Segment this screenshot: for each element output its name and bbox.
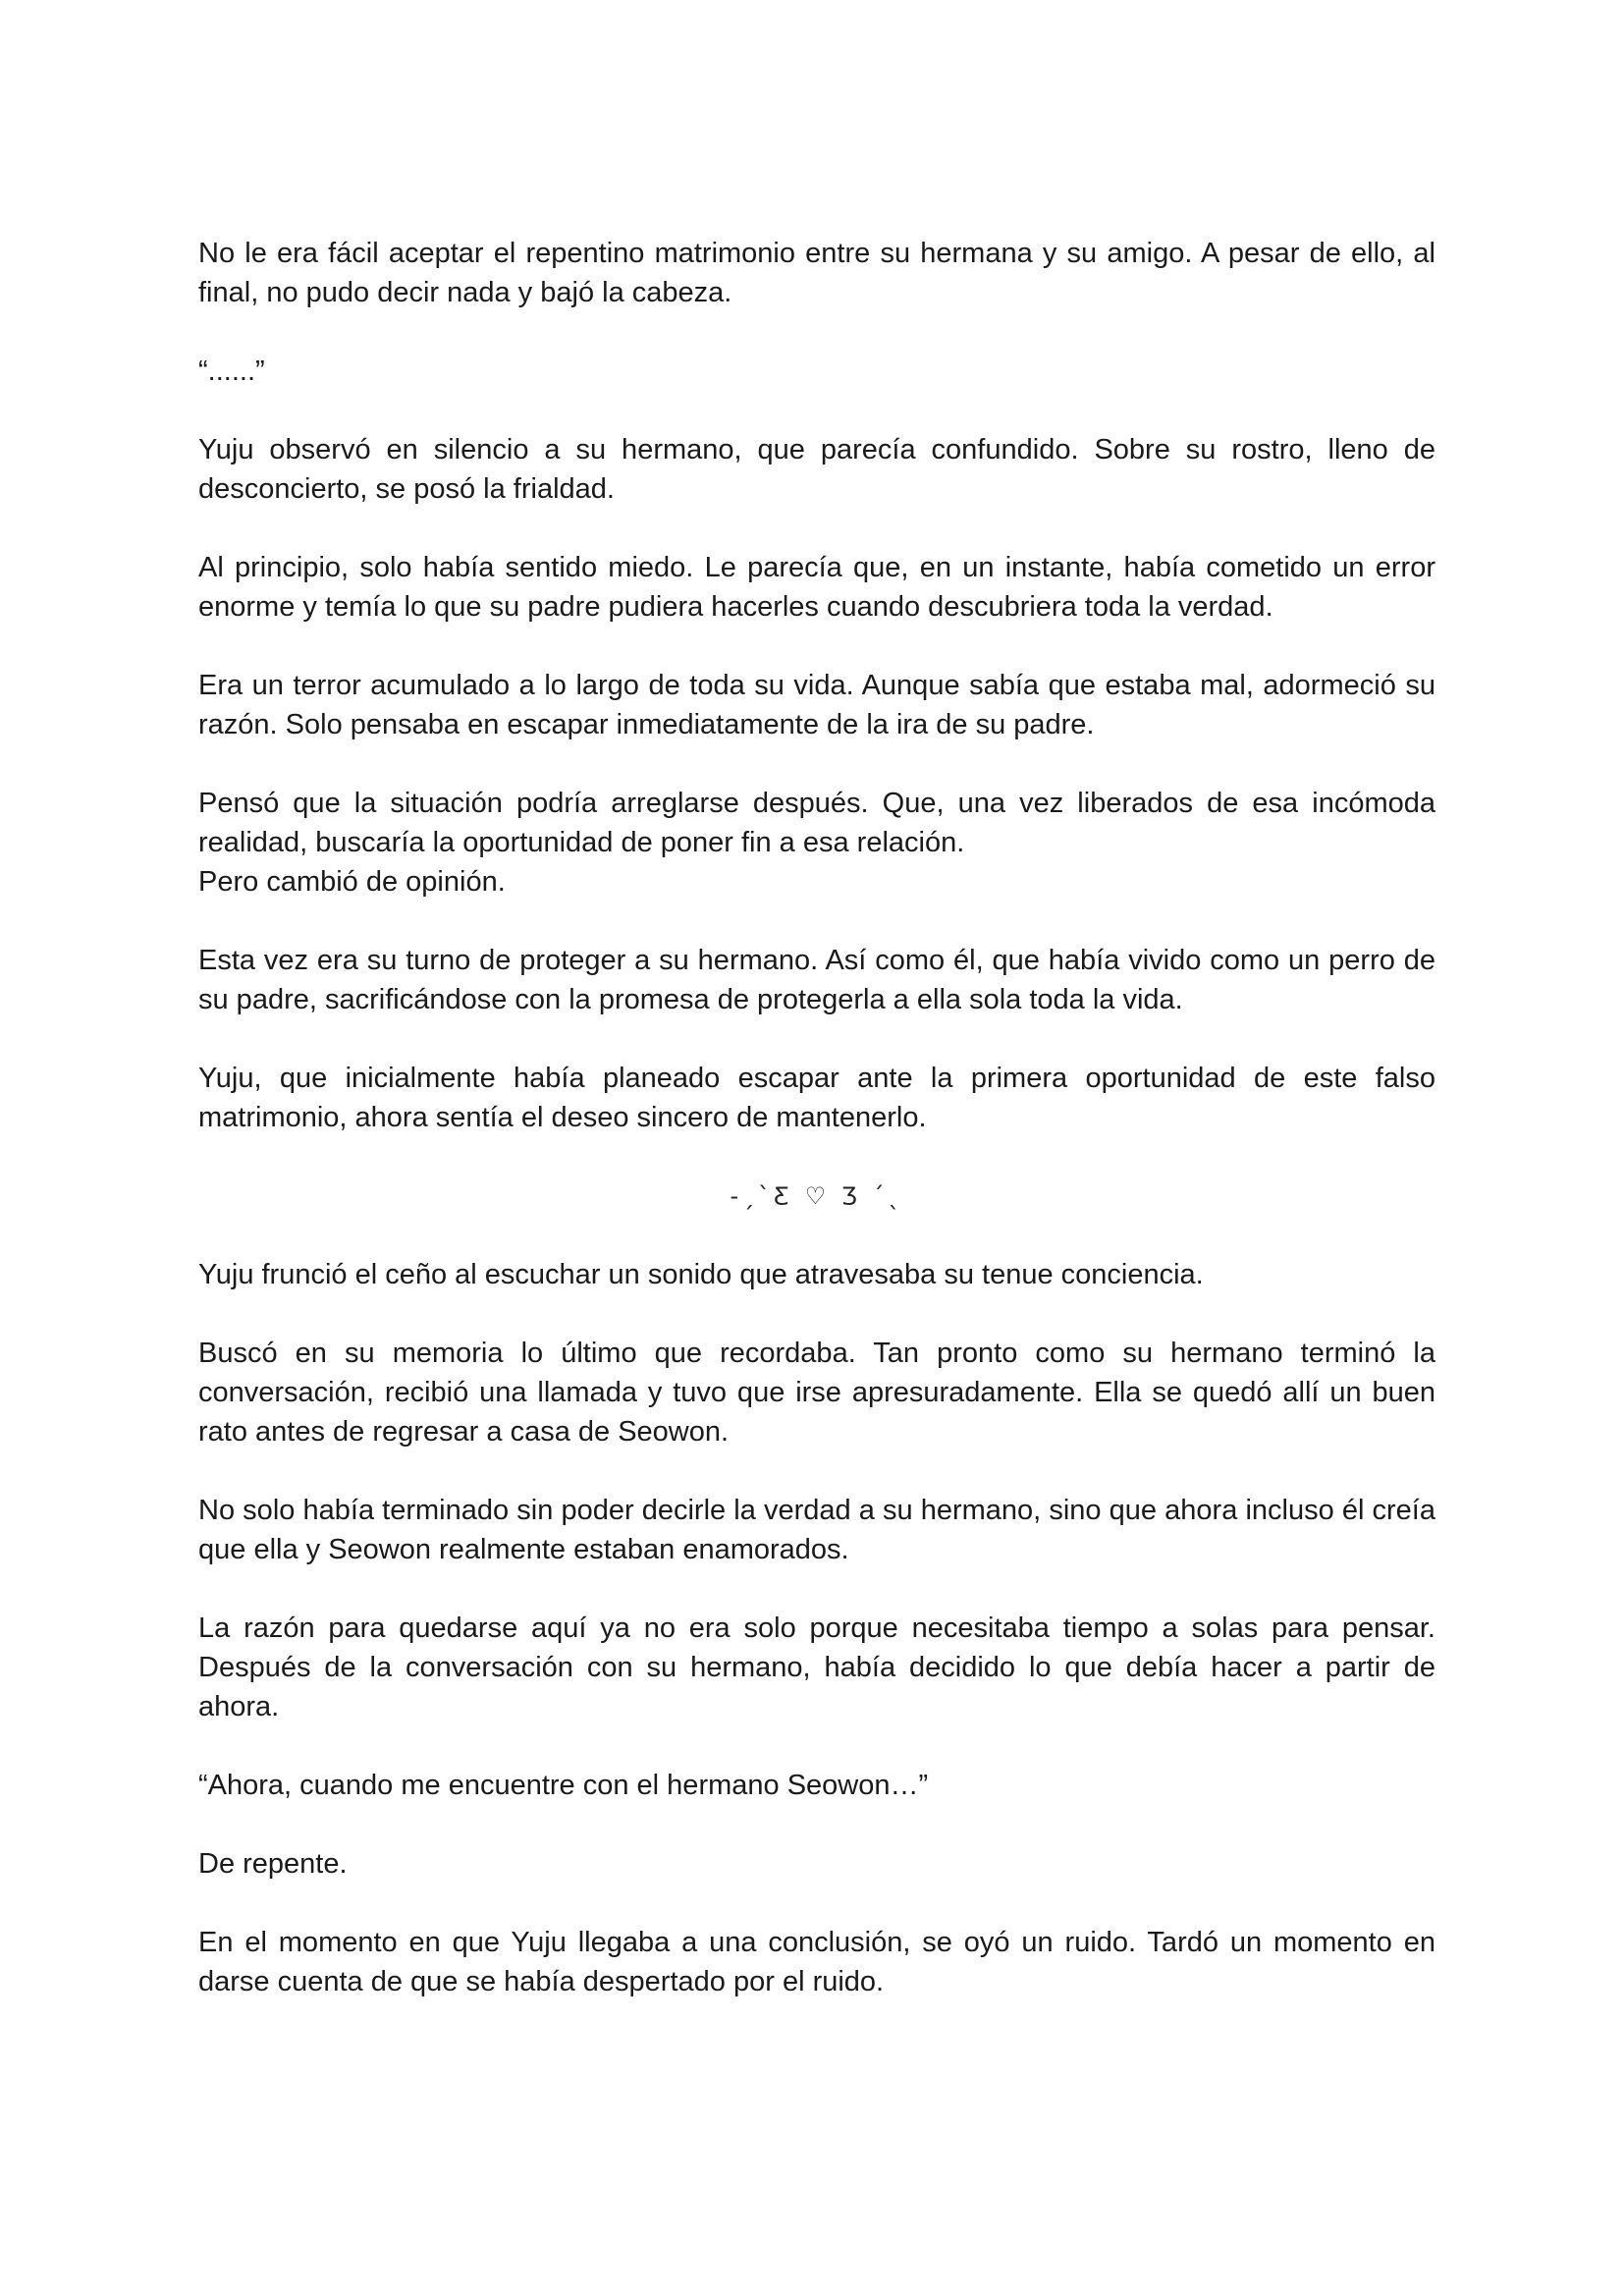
paragraph: Yuju observó en silencio a su hermano, que parecía confundido. Sobre su rostro, lleno de desconcierto, se posó la frialdad. <box>198 434 1435 505</box>
paragraph: Al principio, solo había sentido miedo. Le parecía que, en un instante, había cometido un error enorme y temía lo que su padre pudiera hacerles cuando descubriera toda la verdad. <box>198 552 1435 623</box>
section-divider-ornament: -ˏˋƸ ♡ Ʒ ˊˎ <box>730 1182 904 1210</box>
paragraph: Pensó que la situación podría arreglarse después. Que, una vez liberados de esa incómoda realidad, buscaría la oportunidad de poner fin a esa relación. <box>198 788 1435 858</box>
dialogue-line: “Ahora, cuando me encuentre con el hermano Seowon…” <box>198 1770 929 1801</box>
paragraph: Yuju frunció el ceño al escuchar un sonido que atravesaba su tenue conciencia. <box>198 1259 1204 1290</box>
ellipsis-dialogue: “......” <box>198 355 265 387</box>
paragraph: No solo había terminado sin poder decirle la verdad a su hermano, sino que ahora incluso él creía que ella y Seowon realmente estaban enamorados. <box>198 1495 1435 1565</box>
paragraph: Era un terror acumulado a lo largo de toda su vida. Aunque sabía que estaba mal, adormeció su razón. Solo pensaba en escapar inmediatamente de la ira de su padre. <box>198 670 1435 740</box>
paragraph: En el momento en que Yuju llegaba a una conclusión, se oyó un ruido. Tardó un momento en darse cuenta de que se había despertado por el ruido. <box>198 1927 1435 1997</box>
paragraph: Pero cambió de opinión. <box>198 866 506 898</box>
paragraph: La razón para quedarse aquí ya no era solo porque necesitaba tiempo a solas para pensar. Después de la conversación con su hermano, había decidido lo que debía hacer a partir de ahora. <box>198 1613 1435 1722</box>
paragraph: No le era fácil aceptar el repentino matrimonio entre su hermana y su amigo. A pesar de ello, al final, no pudo decir nada y bajó la cabeza. <box>198 238 1435 308</box>
paragraph: De repente. <box>198 1848 348 1880</box>
paragraph: Buscó en su memoria lo último que recordaba. Tan pronto como su hermano terminó la conversación, recibió una llamada y tuvo que irse apresuradamente. Ella se quedó allí un buen rato antes de regresar a casa de Seowon. <box>198 1338 1435 1448</box>
paragraph: Esta vez era su turno de proteger a su hermano. Así como él, que había vivido como un perro de su padre, sacrificándose con la promesa de protegerla a ella sola toda la vida. <box>198 945 1435 1015</box>
paragraph: Yuju, que inicialmente había planeado escapar ante la primera oportunidad de este falso matrimonio, ahora sentía el deseo sincero de mantenerlo. <box>198 1063 1435 1133</box>
document-body <box>198 234 1435 2041</box>
